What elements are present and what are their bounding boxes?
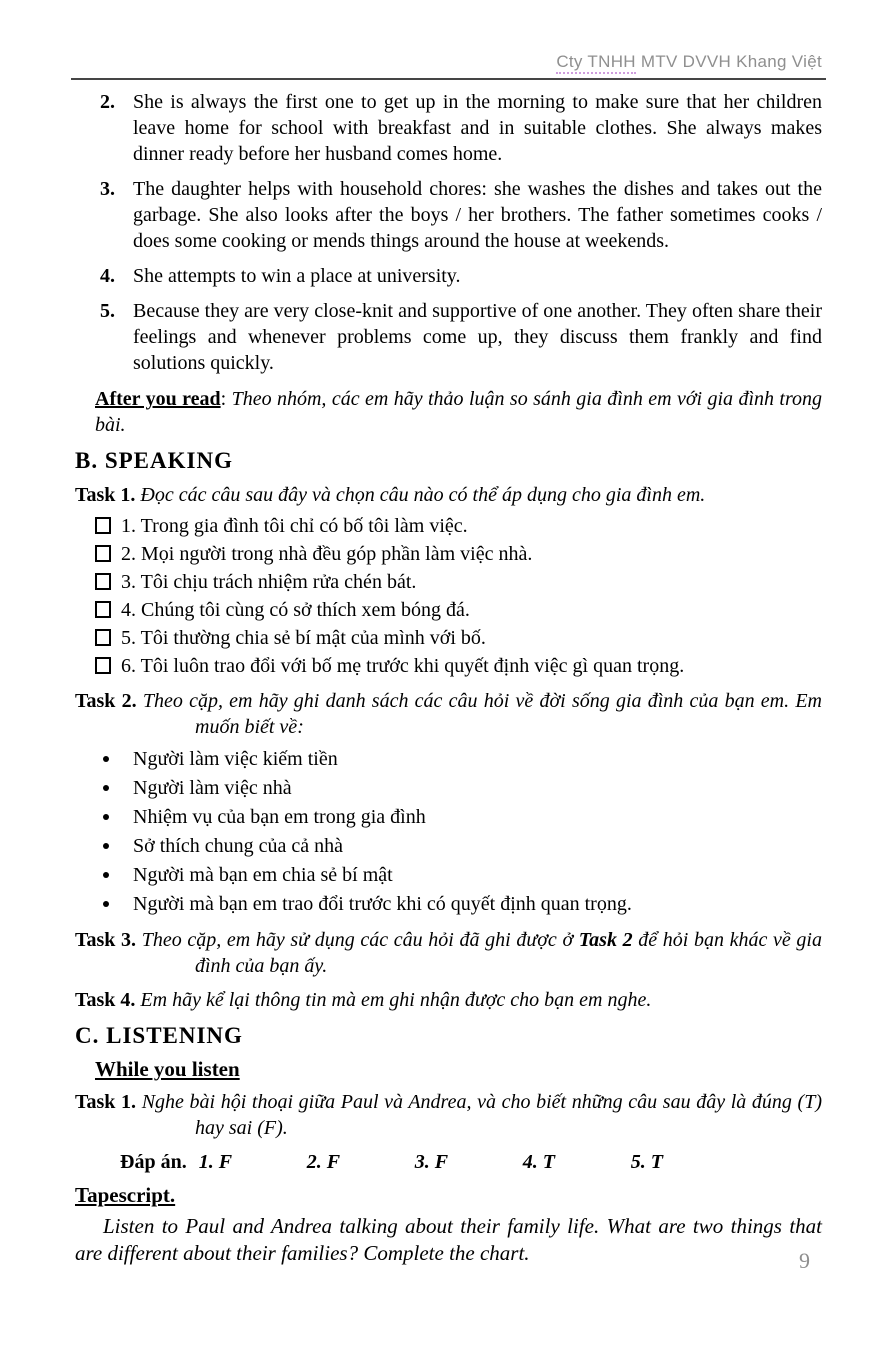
checkbox-label: 2. Mọi người trong nhà đều góp phần làm việc nhà. bbox=[121, 542, 533, 565]
answer-text: She attempts to win a place at university. bbox=[133, 265, 461, 287]
checkbox-label: 5. Tôi thường chia sẻ bí mật của mình với bố. bbox=[121, 626, 486, 649]
bullet-icon bbox=[103, 785, 109, 791]
task-text: Theo cặp, em hãy ghi danh sách các câu hỏi về đời sống gia đình của bạn em. Em muốn biết về: bbox=[142, 690, 822, 738]
while-you-listen-heading: While you listen bbox=[95, 1057, 240, 1081]
answer-item bbox=[75, 176, 822, 254]
task-text: Nghe bài hội thoại giữa Paul và Andrea, và cho biết những câu sau đây là đúng (T) hay sai (F). bbox=[141, 1091, 822, 1139]
answer-number: 4. bbox=[100, 265, 115, 287]
checkbox-icon[interactable] bbox=[95, 601, 111, 618]
answer-number: 5. bbox=[100, 300, 115, 322]
checkbox-list bbox=[75, 512, 822, 680]
list-item bbox=[103, 832, 822, 861]
bullet-label: Người mà bạn em trao đổi trước khi có quyết định quan trọng. bbox=[133, 893, 632, 915]
page-number: 9 bbox=[799, 1248, 810, 1273]
checkbox-item bbox=[95, 512, 822, 540]
task-label: Task 2. bbox=[75, 690, 137, 712]
company-header bbox=[75, 0, 822, 72]
bullet-icon bbox=[103, 814, 109, 820]
answer-key-value: 2. F bbox=[306, 1151, 341, 1173]
answer-text: The daughter helps with household chores: she washes the dishes and takes out the garbage. She also looks after the boys / her brothers. The father sometimes cooks / does some cooking or mends things around the house at weekends. bbox=[133, 178, 822, 252]
speaking-task-3 bbox=[75, 927, 822, 979]
task-text: Đọc các câu sau đây và chọn câu nào có thể áp dụng cho gia đình em. bbox=[140, 484, 706, 506]
answer-key-value: 5. T bbox=[630, 1151, 663, 1173]
task-label: Task 3. bbox=[75, 929, 137, 951]
checkbox-icon[interactable] bbox=[95, 657, 111, 674]
task-text: Theo cặp, em hãy sử dụng các câu hỏi đã ghi được ở bbox=[141, 929, 579, 951]
answer-number: 2. bbox=[100, 91, 115, 113]
bullet-icon bbox=[103, 872, 109, 878]
answer-text: She is always the first one to get up in the morning to make sure that her children leave home for school with breakfast and in suitable clothes. She always makes dinner ready before her husband comes home. bbox=[133, 91, 822, 165]
checkbox-icon[interactable] bbox=[95, 629, 111, 646]
after-you-read-text: Theo nhóm, các em hãy thảo luận so sánh gia đình em với gia đình trong bài. bbox=[95, 388, 822, 436]
task-label: Task 1. bbox=[75, 484, 136, 506]
section-heading-speaking: B. SPEAKING bbox=[75, 448, 233, 473]
answer-key-row bbox=[120, 1149, 822, 1175]
list-item bbox=[103, 803, 822, 832]
after-you-read bbox=[95, 386, 822, 438]
answer-key-value: 4. T bbox=[522, 1151, 555, 1173]
task-text: Em hãy kể lại thông tin mà em ghi nhận được cho bạn em nghe. bbox=[140, 989, 652, 1011]
bullet-label: Sở thích chung của cả nhà bbox=[133, 835, 343, 857]
task-reference: Task 2 bbox=[578, 929, 633, 951]
after-you-read-separator: : bbox=[220, 388, 232, 410]
answer-key-value: 1. F bbox=[198, 1151, 233, 1173]
checkbox-icon[interactable] bbox=[95, 517, 111, 534]
checkbox-icon[interactable] bbox=[95, 545, 111, 562]
list-item bbox=[103, 861, 822, 890]
answer-item bbox=[75, 263, 822, 289]
checkbox-item bbox=[95, 596, 822, 624]
checkbox-label: 4. Chúng tôi cùng có sở thích xem bóng đá. bbox=[121, 598, 470, 621]
tapescript-intro: Listen to Paul and Andrea talking about their family life. What are two things that are different about their families? Complete the chart. bbox=[75, 1214, 822, 1265]
list-item bbox=[103, 890, 822, 919]
bullet-label: Người làm việc nhà bbox=[133, 777, 292, 799]
task-text: để hỏi bạn khác về gia đình của bạn ấy. bbox=[195, 929, 822, 977]
company-name-underlined: Cty TNHH bbox=[556, 52, 636, 74]
answer-key-label: Đáp án. bbox=[120, 1151, 187, 1173]
bullet-icon bbox=[103, 843, 109, 849]
bullet-icon bbox=[103, 756, 109, 762]
answer-text: Because they are very close-knit and supportive of one another. They often share their feelings and whenever problems come up, they discuss them frankly and find solutions quickly. bbox=[133, 300, 822, 374]
checkbox-item bbox=[95, 624, 822, 652]
company-name-rest: MTV DVVH Khang Việt bbox=[635, 52, 822, 71]
checkbox-item bbox=[95, 652, 822, 680]
bullet-icon bbox=[103, 901, 109, 907]
bullet-label: Người mà bạn em chia sẻ bí mật bbox=[133, 864, 393, 886]
list-item bbox=[103, 745, 822, 774]
bullet-label: Người làm việc kiếm tiền bbox=[133, 748, 338, 770]
header-rule bbox=[71, 78, 826, 80]
list-item bbox=[103, 774, 822, 803]
answer-item bbox=[75, 298, 822, 376]
task-label: Task 1. bbox=[75, 1091, 137, 1113]
section-heading-listening: C. LISTENING bbox=[75, 1023, 243, 1048]
bullet-list bbox=[75, 745, 822, 919]
answer-key-value: 3. F bbox=[414, 1151, 449, 1173]
speaking-task-1 bbox=[75, 482, 822, 508]
tapescript-heading: Tapescript. bbox=[75, 1183, 176, 1207]
checkbox-item bbox=[95, 568, 822, 596]
answer-number: 3. bbox=[100, 178, 115, 200]
checkbox-label: 1. Trong gia đình tôi chỉ có bố tôi làm việc. bbox=[121, 514, 468, 537]
answer-item bbox=[75, 89, 822, 167]
checkbox-item bbox=[95, 540, 822, 568]
speaking-task-2 bbox=[75, 688, 822, 740]
listening-task-1 bbox=[75, 1089, 822, 1141]
bullet-label: Nhiệm vụ của bạn em trong gia đình bbox=[133, 806, 426, 828]
checkbox-label: 6. Tôi luôn trao đổi với bố mẹ trước khi quyết định việc gì quan trọng. bbox=[121, 654, 685, 677]
checkbox-icon[interactable] bbox=[95, 573, 111, 590]
speaking-task-4 bbox=[75, 987, 822, 1013]
checkbox-label: 3. Tôi chịu trách nhiệm rửa chén bát. bbox=[121, 570, 417, 593]
task-label: Task 4. bbox=[75, 989, 136, 1011]
after-you-read-label: After you read bbox=[95, 388, 221, 410]
